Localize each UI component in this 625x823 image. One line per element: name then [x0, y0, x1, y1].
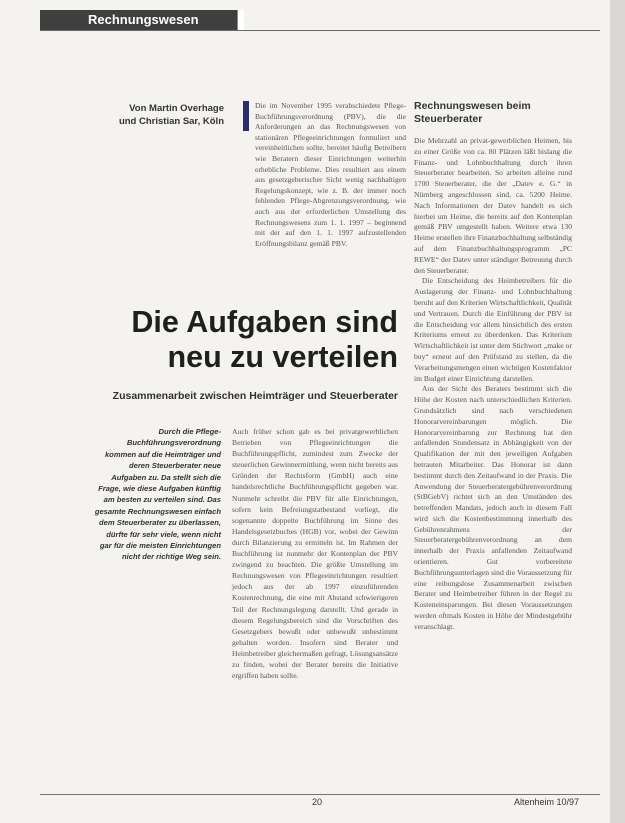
headline-line-2: neu zu verteilen [167, 340, 398, 374]
header-rule [40, 30, 600, 31]
intro-text: Die im November 1995 verabschiedete Pflege-Buchführungsverordnung (PBV), die die Anforderungen an das Rechnungswesen von stationären Pflegeeinrichtungen formuliert und vereinheitlichen sollte, bereitet häufig Betreibern wie Beratern dieser Einrichtungen weiterhin erhebliche Probleme. Dies resultiert aus einem aus gesetzgeberischer Sicht wenig nachhaltigen Regelungskonzept, wie z. B. der immer noch fehlenden Pflege-Abgrenzungsverordnung, wie auch aus der erforderlichen Umstellung des Rechnungswesens zum 1. 1. 1997 – beginnend mit der auf den 1. 1. 1997 aufzustellenden Eröffnungsbilanz gemäß PBV. [255, 101, 406, 248]
headline-line-1: Die Aufgaben sind [131, 305, 398, 339]
byline-line-1: Von Martin Overhage [129, 103, 224, 114]
page-number: 20 [312, 797, 323, 807]
right-column [414, 136, 572, 633]
headline [96, 305, 398, 375]
right-paragraph-3: Aus der Sicht des Beraters bestimmt sich die Höhe der Kosten nach unterschiedlichen Kriterien. Grundsätzlich sind nach verschiedenen Honorarvereinbarungen möglich. Die Honorarvereinbarung zur Rechnung hat den anfallenden Stundensatz in Abhängigkeit von der Qualifikation der mit den jeweiligen Aufgaben betrauten Mitarbeiter. Das Honorar ist dann bestimmt durch den Zeitaufwand in der Praxis. Die Anwendung der Steuerberatergebührenverordnung (StBGebV) richtet sich an den Umständen des betreffenden Mandats, jedoch auch in diesem Fall wird sich die Kostenbestimmung innerhalb des Gebührenrahmens der Steuerberatergebührenverordnung an dem innerhalb der Praxis anfallenden Zeitaufwand orientieren. Gut vorbereitete Buchführungsunterlagen sind die Voraussetzung für eine reibungslose Zusammenarbeit zwischen Berater und Heimbetreiber führen in der Regel zu Kosteneinsparungen. Bei diesen Voraussetzungen werden oftmals Kosten in Höhe der Mindestgebühr veranschlagt. [414, 384, 572, 631]
footer-rule [40, 794, 600, 795]
middle-paragraph: Auch früher schon gab es bei privatgewerblichen Betrieben von Pflegeeinrichtungen die Buchführungspflicht, zumindest zum Zwecke der steuerlichen Gewinnermittlung, wenn nicht bereits aus Gründen der Rechtsform (GmbH) auch eine handelsrechtliche Buchführungspflicht gegeben war. Nunmehr schreibt die PBV für alle Einrichtungen, sofern kein Befreiungstatbestand vorliegt, die sogenannte doppelte Buchführung im Sinne des Handelsgesetzbuches (HGB) vor, wobei der Gewinn durch Bilanzierung zu ermitteln ist. Im Rahmen der Buchführung ist nunmehr der Kontenplan der PBV zwingend zu beachten. Die größte Umstellung im Rechnungswesen von Pflegeeinrichtungen resultiert jedoch aus der ab 1997 einzuführenden Kostenrechnung, die eine mit Abstand schwierigeren Teil der Rechnungslegung darstellt. Und gerade in diesem Regelungsbereich sind die Vorschriften des Gesetzgebers bewußt oder unbewußt unbestimmt gehalten worden. Insofern sind Berater und Heimbetreiber gleichermaßen gefragt, Lösungsansätze zu finden, wobei der Berater bereits die Initiative ergriffen haben sollte. [232, 427, 398, 681]
byline [100, 102, 224, 128]
byline-line-2: und Christian Sar, Köln [118, 116, 224, 127]
middle-column [232, 426, 398, 681]
section-header: Rechnungswesen [40, 10, 238, 30]
intro-paragraph [243, 101, 406, 249]
right-column-heading: Rechnungswesen beim Steuerberater [414, 100, 531, 125]
journal-issue: Altenheim 10/97 [514, 797, 580, 807]
subtitle: Zusammenarbeit zwischen Heimträger und Steuerberater [112, 390, 398, 402]
intro-accent-bar [243, 101, 249, 131]
right-paragraph-1: Die Mehrzahl an privat-gewerblichen Heimen, bis zu einer Größe von ca. 80 Plätzen läßt bislang die Finanz- und Lohnbuchhaltung durch ihren Steuerberater bearbeiten. So arbeiten alleine rund 1700 Steuerberater, die der „Datev e. G.“ in Nürnberg angeschlossen sind, ca. 5200 Heime. Nach Informationen der Datev handelt es sich hierbei um Heime, die bereits auf den Kontenplan gemäß PBV umgestellt haben. Weitere etwa 130 Heime erstellen ihre Finanzbuchhaltung selbständig auf dem Finanzbuchhaltungsprogramm „PC REWE“ der Datev unter ständiger Betreuung durch den Steuerberater. [414, 136, 572, 275]
right-paragraph-2: Die Entscheidung des Heimbetreibers für die Auslagerung der Finanz- und Lohnbuchhaltung beruht auf den Kriterien Wirtschaftlichkeit, Qualität und Vertrauen. Durch die Einführung der PBV ist die Entscheidung vor allem hinsichtlich des ersten Kriteriums erneut zu überdenken. Das Kriterium Wirtschaftlichkeit ist unter dem Stichwort „make or buy“ erneut auf den Prüfstand zu stellen, da die Verarbeitungsmengen einen wichtigen Kostenfaktor im Budget einer Einrichtung darstellen. [414, 276, 572, 383]
lead-paragraph: Durch die Pflege-Buchführungsverordnung kommen auf die Heimträger und deren Steuerberater neue Aufgaben zu. Da stellt sich die Frage, wie diese Aufgaben künftig am besten zu verteilen sind. Das gesamte Rechnungswesen einfach dem Steuerberater zu überlassen, dürfte für sehr viele, wenn nicht gar für die meisten Einrichtungen nicht der richtige Weg sein. [94, 427, 221, 562]
